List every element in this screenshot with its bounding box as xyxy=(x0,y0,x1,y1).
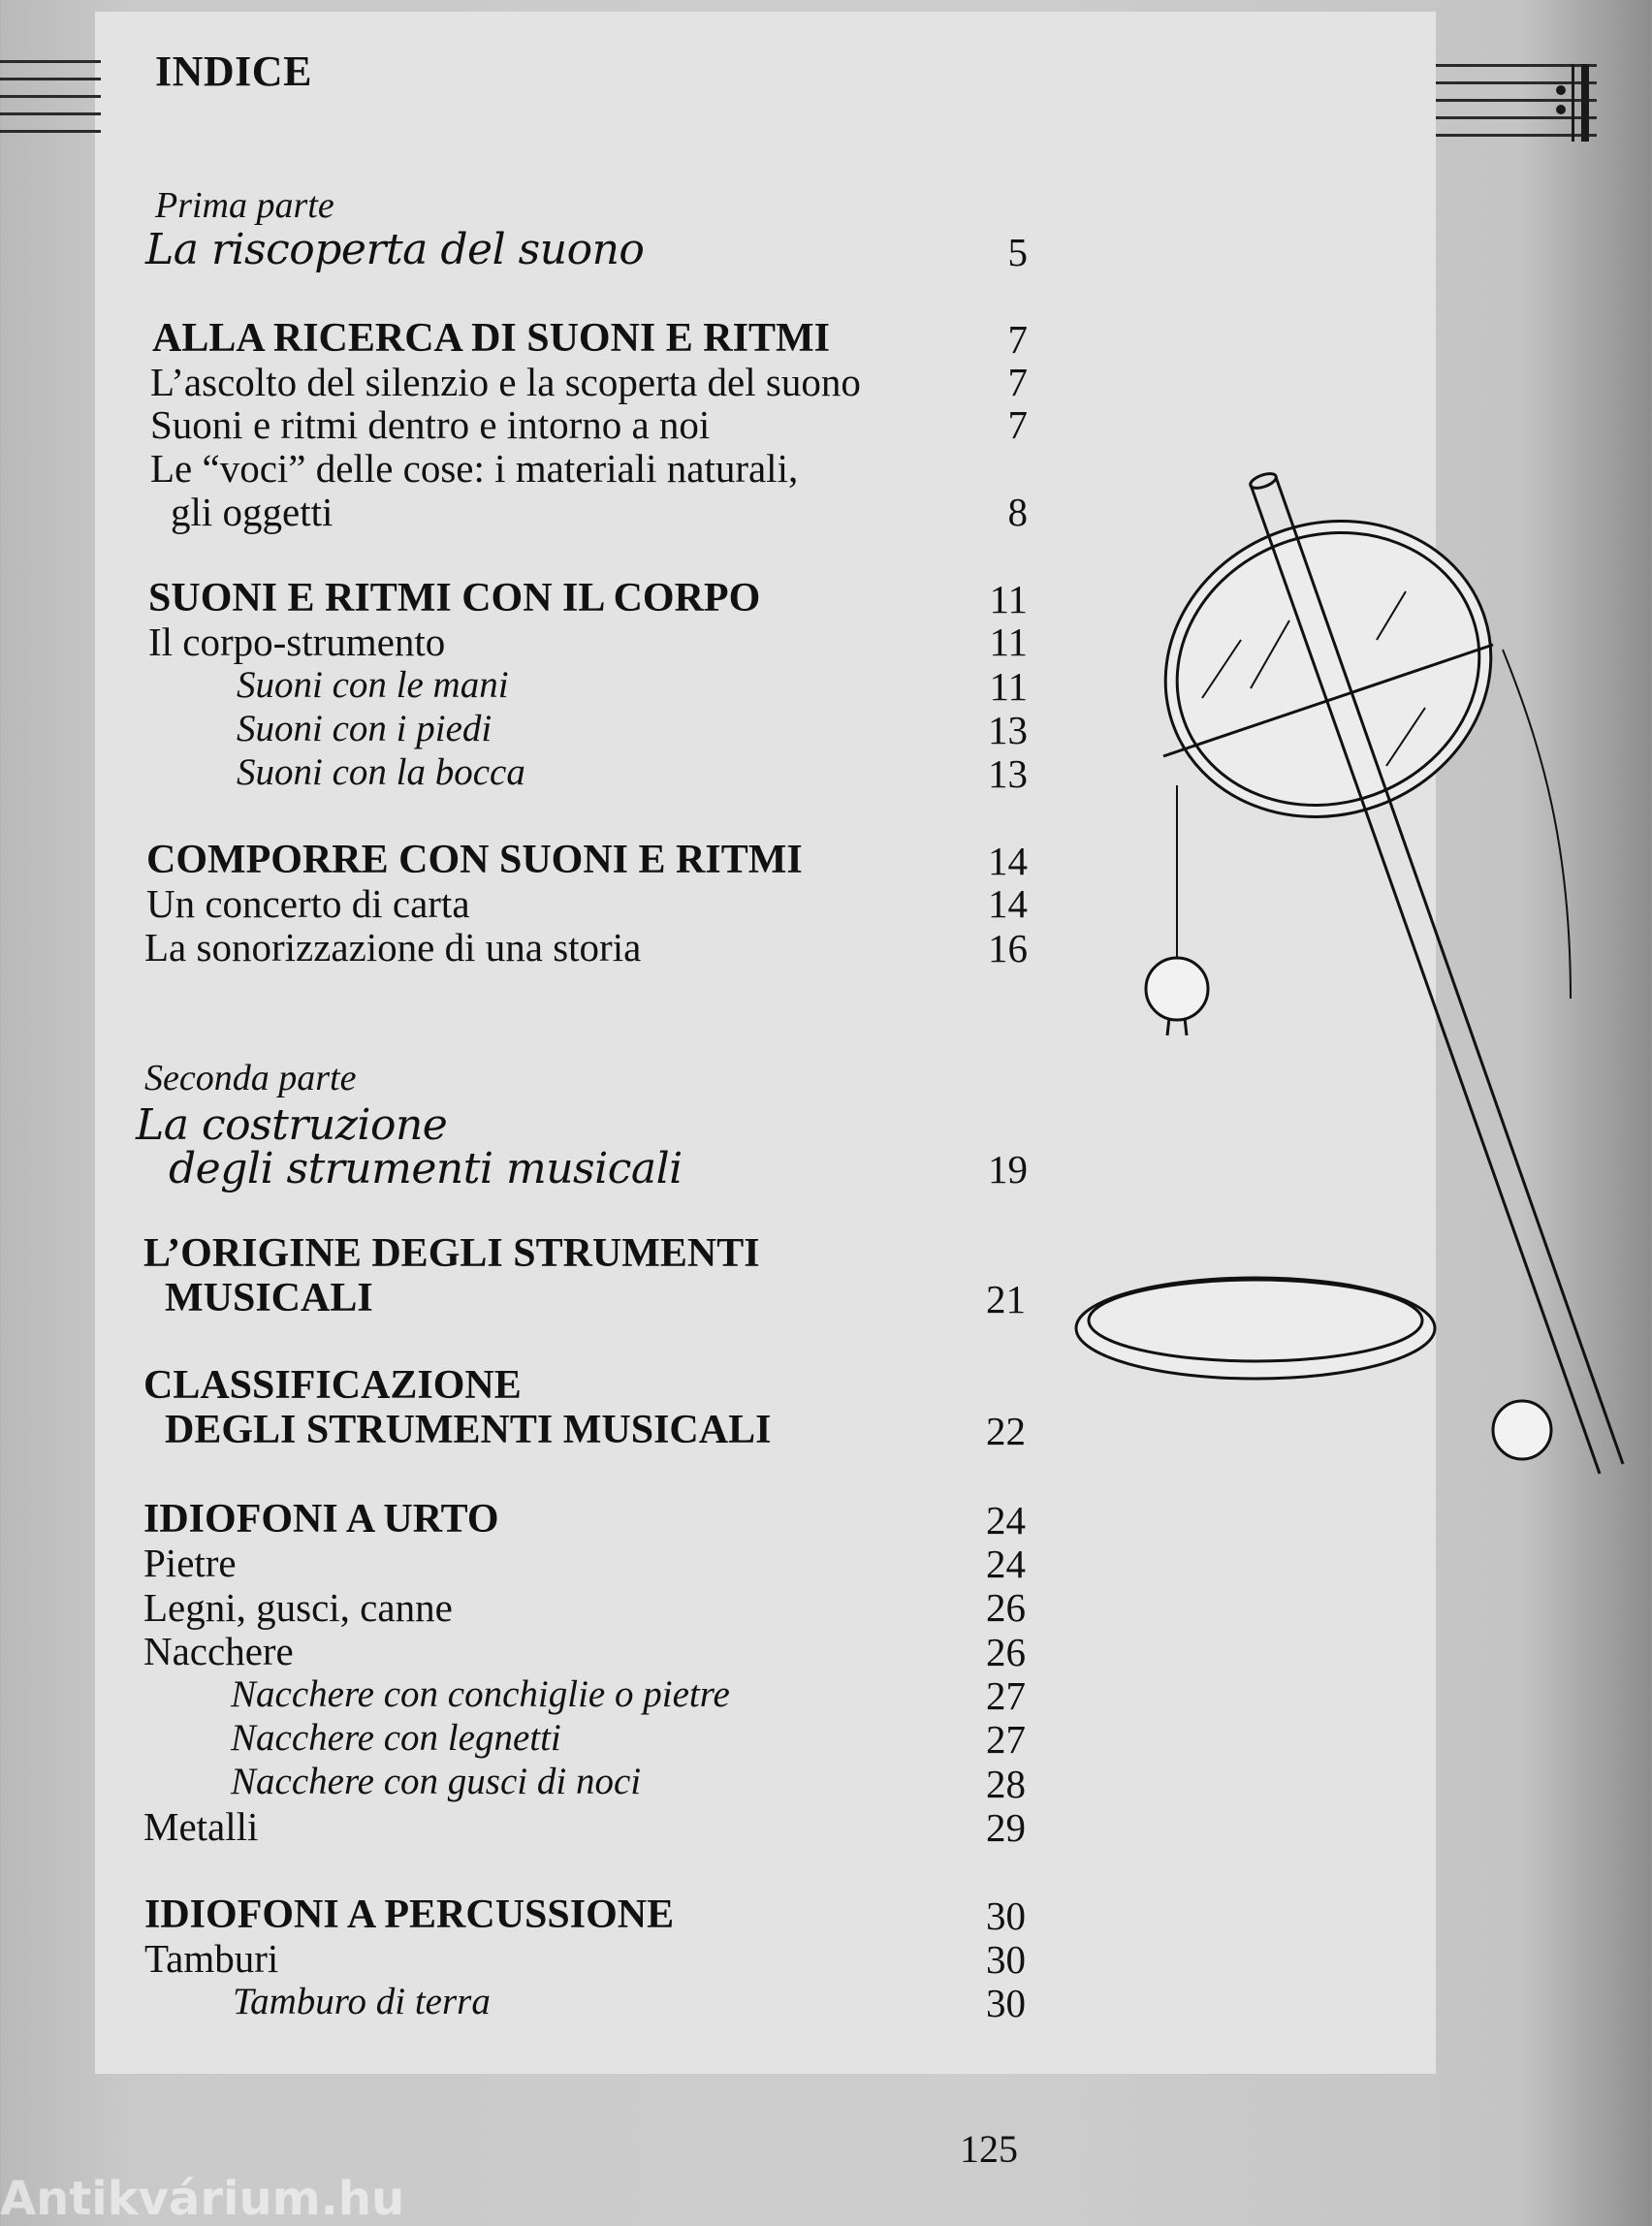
toc-entry-e24: Nacchere con gusci di noci xyxy=(231,1761,642,1802)
toc-entry-e27: Tamburi xyxy=(144,1936,279,1981)
part1-label: Prima parte xyxy=(155,185,334,226)
page-number: 125 xyxy=(960,2127,1018,2171)
frame-drum-illustration xyxy=(1057,456,1638,1503)
part2-label: Seconda parte xyxy=(144,1058,357,1098)
toc-entry-e18: IDIOFONI A URTO xyxy=(143,1497,499,1542)
part1-title: La riscoperta del suono xyxy=(145,225,645,274)
toc-entry-e1: ALLA RICERCA DI SUONI E RITMI xyxy=(152,316,830,361)
toc-page-e22: 27 xyxy=(986,1673,1026,1718)
toc-page-e15: 21 xyxy=(986,1277,1026,1321)
toc-entry-e7: Il corpo-strumento xyxy=(148,620,446,664)
toc-entry-e22: Nacchere con conchiglie o pietre xyxy=(231,1673,730,1715)
toc-entry-e6: SUONI E RITMI CON IL CORPO xyxy=(148,576,761,620)
toc-page-e6: 11 xyxy=(989,577,1028,621)
music-staff-right xyxy=(1436,64,1597,142)
toc-page-e13: 16 xyxy=(988,926,1028,970)
toc-page-e27: 30 xyxy=(986,1937,1026,1982)
toc-entry-e2: L’ascolto del silenzio e la scoperta del suono xyxy=(150,360,861,404)
toc-page-e5: 8 xyxy=(1007,490,1028,534)
toc-page-e10: 13 xyxy=(988,751,1028,796)
toc-entry-e13: La sonorizzazione di una storia xyxy=(144,925,642,970)
toc-page-e3: 7 xyxy=(1007,402,1028,447)
toc-entry-e19: Pietre xyxy=(143,1541,237,1585)
toc-entry-e8: Suoni con le mani xyxy=(237,664,509,706)
toc-page-e2: 7 xyxy=(1007,360,1028,404)
toc-page-e18: 24 xyxy=(986,1498,1026,1542)
toc-entry-e17: DEGLI STRUMENTI MUSICALI xyxy=(165,1408,772,1452)
toc-entry-e11: COMPORRE CON SUONI E RITMI xyxy=(146,838,803,882)
toc-entry-e14: L’ORIGINE DEGLI STRUMENTI xyxy=(143,1231,760,1276)
toc-entry-e16: CLASSIFICAZIONE xyxy=(143,1363,522,1408)
toc-page-e21: 26 xyxy=(986,1630,1026,1674)
toc-page-e11: 14 xyxy=(988,839,1028,883)
toc-entry-e26: IDIOFONI A PERCUSSIONE xyxy=(144,1892,675,1937)
toc-entry-e9: Suoni con i piedi xyxy=(237,708,492,749)
toc-entry-e3: Suoni e ritmi dentro e intorno a noi xyxy=(150,402,711,447)
music-staff-left xyxy=(0,60,101,138)
toc-page-e9: 13 xyxy=(988,708,1028,752)
toc-entry-e5: gli oggetti xyxy=(171,490,334,534)
toc-entry-e15: MUSICALI xyxy=(165,1276,373,1320)
part2-title-line1: La costruzione xyxy=(136,1100,448,1150)
toc-page-e20: 26 xyxy=(986,1585,1026,1630)
toc-page-e28: 30 xyxy=(986,1981,1026,2025)
toc-page-e8: 11 xyxy=(989,664,1028,709)
toc-entry-e10: Suoni con la bocca xyxy=(237,751,525,793)
toc-page-e12: 14 xyxy=(988,881,1028,926)
watermark: Antikvárium.hu xyxy=(0,2172,405,2226)
part1-page: 5 xyxy=(1007,230,1028,274)
toc-entry-e12: Un concerto di carta xyxy=(146,881,470,926)
toc-page-e24: 28 xyxy=(986,1762,1026,1806)
toc-page-e23: 27 xyxy=(986,1717,1026,1762)
toc-entry-e28: Tamburo di terra xyxy=(233,1981,491,2022)
toc-entry-e21: Nacchere xyxy=(143,1629,294,1673)
toc-page-e26: 30 xyxy=(986,1893,1026,1938)
toc-page-e17: 22 xyxy=(986,1409,1026,1453)
index-heading: INDICE xyxy=(155,48,312,95)
toc-page-e7: 11 xyxy=(989,620,1028,664)
part2-title-line2: degli strumenti musicali xyxy=(169,1144,683,1193)
toc-page-e1: 7 xyxy=(1007,317,1028,362)
toc-page-e19: 24 xyxy=(986,1542,1026,1586)
toc-page-e25: 29 xyxy=(986,1805,1026,1850)
toc-entry-e20: Legni, gusci, canne xyxy=(143,1585,453,1630)
toc-entry-e23: Nacchere con legnetti xyxy=(231,1717,561,1759)
toc-entry-e25: Metalli xyxy=(143,1804,259,1849)
toc-entry-e4: Le “voci” delle cose: i materiali naturali, xyxy=(150,446,799,491)
part2-page: 19 xyxy=(988,1147,1028,1192)
